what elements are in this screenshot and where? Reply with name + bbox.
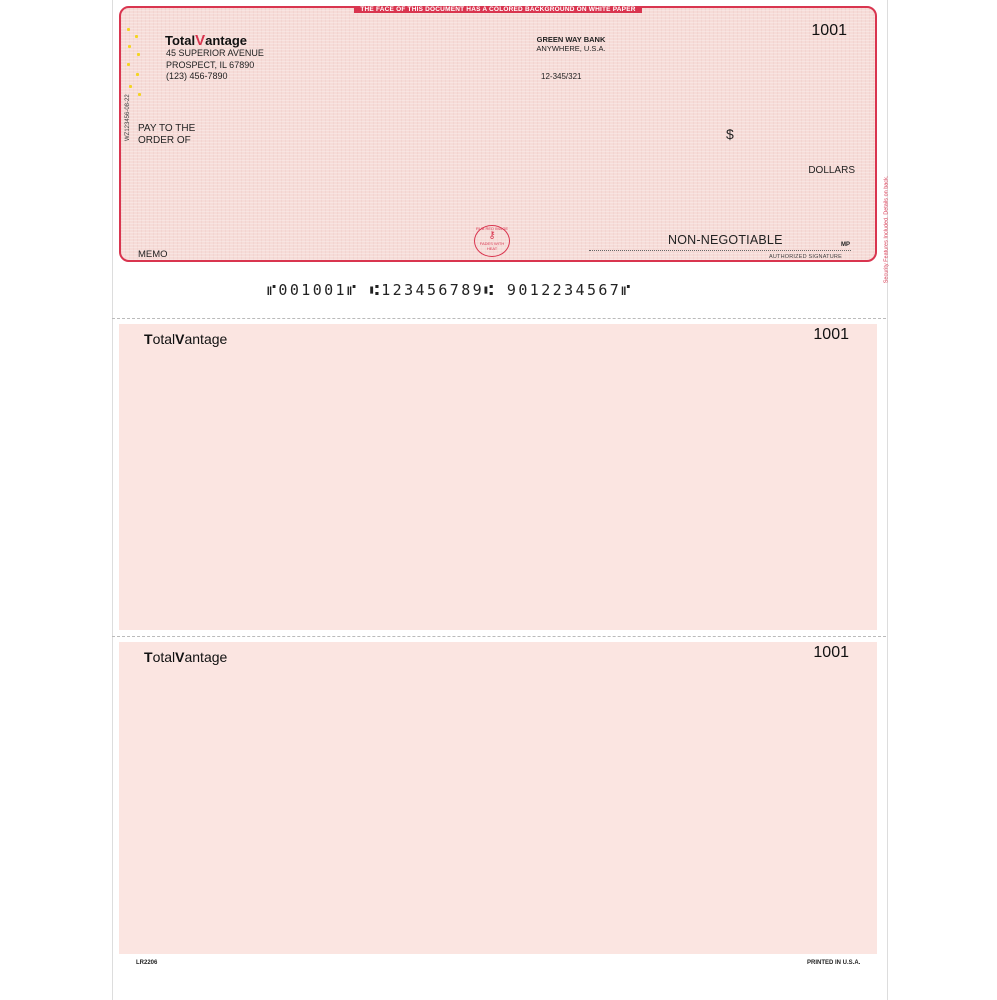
routing-fraction: 12-345/321 xyxy=(541,72,582,81)
stub-number: 1001 xyxy=(813,326,849,343)
stub-logo: TotalVantage xyxy=(144,331,228,347)
form-code: LR2206 xyxy=(136,960,158,966)
mp-mark: MP xyxy=(841,242,850,248)
heat-seal-icon xyxy=(474,225,510,257)
dollar-sign: $ xyxy=(726,126,734,142)
stub-panel xyxy=(119,642,877,954)
serial-code: WZ123456-08-22 xyxy=(125,94,131,141)
address-line2: PROSPECT, IL 67890 xyxy=(166,59,255,70)
address-phone: (123) 456-7890 xyxy=(166,71,228,81)
seal-text-top: RUB RED IMAGE xyxy=(475,226,508,231)
check-face xyxy=(119,6,890,284)
authorized-signature-label: AUTHORIZED SIGNATURE xyxy=(769,254,842,260)
bank-location: ANYWHERE, U.S.A. xyxy=(536,44,606,53)
company-address xyxy=(166,48,264,83)
security-stars-icon xyxy=(125,23,145,98)
micr-line: ⑈001001⑈ ⑆123456789⑆ 9012234567⑈ xyxy=(267,281,633,299)
perforation-line xyxy=(112,636,886,637)
bank-name: GREEN WAY BANK xyxy=(536,35,606,44)
pay-to-label: PAY TO THE ORDER OF xyxy=(138,123,196,146)
company-logo: TotalVantage xyxy=(165,32,248,49)
stub-logo: TotalVantage xyxy=(144,649,228,665)
check-number: 1001 xyxy=(811,22,847,39)
seal-text-bottom: FADES WITH HEAT xyxy=(479,241,505,251)
address-line1: 45 SUPERIOR AVENUE xyxy=(166,48,264,58)
non-negotiable-text: NON-NEGOTIABLE xyxy=(668,233,783,247)
stub-panel xyxy=(119,324,877,630)
warning-banner: THE FACE OF THIS DOCUMENT HAS A COLORED BACKGROUND ON WHITE PAPER xyxy=(121,6,875,13)
stub-number: 1001 xyxy=(813,644,849,661)
perforation-line xyxy=(112,318,886,319)
signature-line xyxy=(589,250,851,251)
bank-info xyxy=(521,35,621,53)
printed-in-label: PRINTED IN U.S.A. xyxy=(807,960,861,966)
memo-label: MEMO xyxy=(138,249,168,260)
security-features-note: Security Features Included. Details on back. xyxy=(884,175,890,284)
dollars-label: DOLLARS xyxy=(808,165,855,176)
key-icon: ⚷ xyxy=(488,230,496,241)
